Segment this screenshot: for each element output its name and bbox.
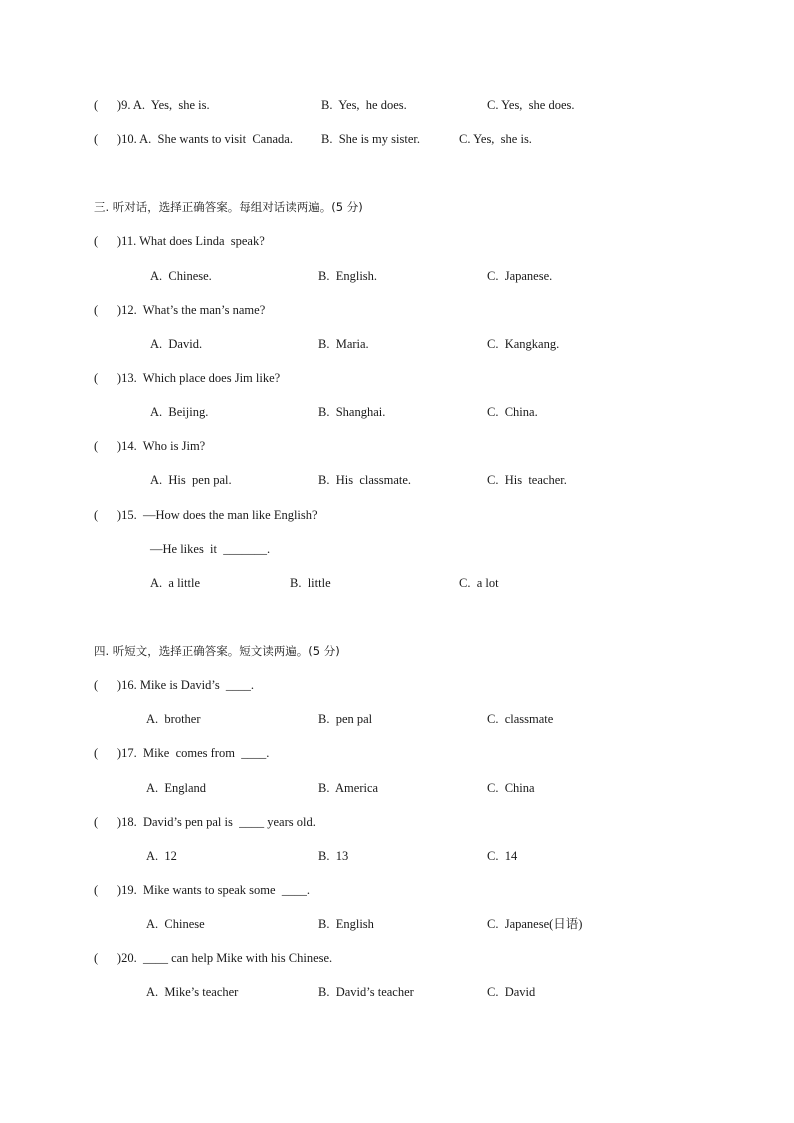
question-14-stem: ( )14. Who is Jim?	[94, 439, 206, 453]
question-10-stem: ( )10. A. She wants to visit Canada.	[94, 132, 293, 146]
question-15-option-a: A. a little	[150, 576, 200, 590]
question-13-option-b: B. Shanghai.	[318, 405, 386, 419]
question-11-stem: ( )11. What does Linda speak?	[94, 234, 265, 248]
question-11-option-b: B. English.	[318, 269, 378, 283]
question-13-option-c: C. China.	[487, 405, 538, 419]
question-19-option-b: B. English	[318, 917, 374, 931]
question-16-option-b: B. pen pal	[318, 712, 373, 726]
question-15-option-b: B. little	[290, 576, 331, 590]
question-12-stem: ( )12. What’s the man’s name?	[94, 303, 266, 317]
question-20-option-b: B. David’s teacher	[318, 985, 414, 999]
question-15-stem: ( )15. —How does the man like English?	[94, 508, 318, 522]
question-20-stem: ( )20. ____ can help Mike with his Chinese.	[94, 951, 333, 965]
question-17-option-a: A. England	[146, 781, 207, 795]
question-13-option-a: A. Beijing.	[150, 405, 209, 419]
question-17-stem: ( )17. Mike comes from ____.	[94, 746, 270, 760]
section-3-heading: 三. 听对话，选择正确答案。每组对话读两遍。(5 分)	[94, 200, 363, 214]
question-16-option-a: A. brother	[146, 712, 201, 726]
question-18-option-c: C. 14	[487, 849, 518, 863]
question-15-dialogue-line: —He likes it _______.	[150, 542, 271, 556]
question-19-stem: ( )19. Mike wants to speak some ____.	[94, 883, 310, 897]
question-18-stem: ( )18. David’s pen pal is ____ years old.	[94, 815, 316, 829]
question-14-option-c: C. His teacher.	[487, 473, 567, 487]
question-16-stem: ( )16. Mike is David’s ____.	[94, 678, 255, 692]
question-17-option-b: B. America	[318, 781, 379, 795]
question-13-stem: ( )13. Which place does Jim like?	[94, 371, 281, 385]
question-10-option-b: B. She is my sister.	[321, 132, 420, 146]
section-4-heading: 四. 听短文，选择正确答案。短文读两遍。(5 分)	[94, 644, 340, 658]
question-14-option-a: A. His pen pal.	[150, 473, 232, 487]
question-11-option-a: A. Chinese.	[150, 269, 212, 283]
question-19-option-c: C. Japanese(日语)	[487, 917, 583, 931]
question-9-option-c: C. Yes, she does.	[487, 98, 575, 112]
question-19-option-a: A. Chinese	[146, 917, 205, 931]
question-12-option-c: C. Kangkang.	[487, 337, 560, 351]
question-9-option-b: B. Yes, he does.	[321, 98, 407, 112]
question-18-option-b: B. 13	[318, 849, 349, 863]
question-11-option-c: C. Japanese.	[487, 269, 553, 283]
question-14-option-b: B. His classmate.	[318, 473, 412, 487]
question-9-stem: ( )9. A. Yes, she is.	[94, 98, 210, 112]
question-17-option-c: C. China	[487, 781, 535, 795]
question-12-option-b: B. Maria.	[318, 337, 369, 351]
question-20-option-c: C. David	[487, 985, 536, 999]
question-20-option-a: A. Mike’s teacher	[146, 985, 239, 999]
question-18-option-a: A. 12	[146, 849, 177, 863]
question-12-option-a: A. David.	[150, 337, 203, 351]
question-10-option-c: C. Yes, she is.	[459, 132, 532, 146]
question-16-option-c: C. classmate	[487, 712, 554, 726]
question-15-option-c: C. a lot	[459, 576, 499, 590]
